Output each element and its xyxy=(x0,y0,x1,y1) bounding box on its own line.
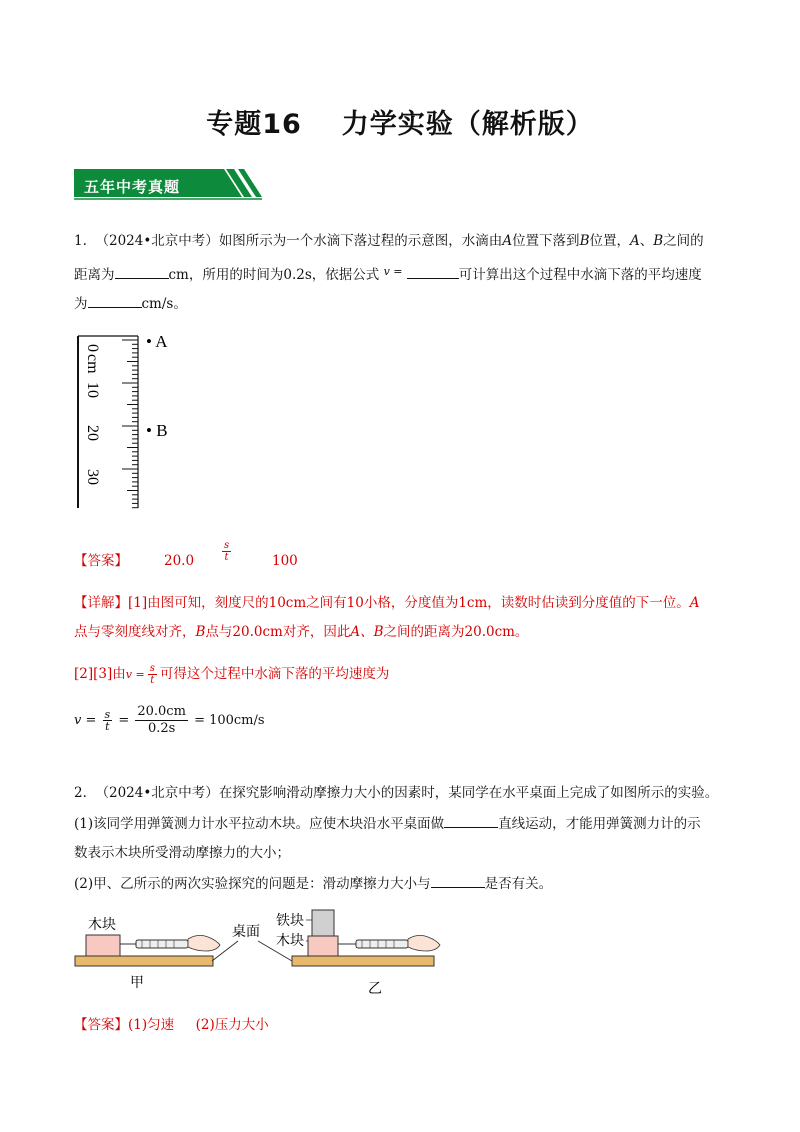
label-iron-block: 铁块 xyxy=(276,913,304,929)
q1-answer-row xyxy=(74,551,128,571)
droplet-label-a: • A xyxy=(146,332,168,351)
ruler-label-20: 20 xyxy=(84,425,101,441)
q2-source: （2024•北京中考） xyxy=(95,785,219,801)
title-subject: 力学实验（解析版） xyxy=(341,109,594,140)
ruler-label-0: 0 xyxy=(84,344,101,352)
iron-block xyxy=(312,910,334,936)
formula-f2-den: 0.2s xyxy=(147,721,176,736)
q1-source: （2024•北京中考） xyxy=(95,233,219,249)
spring-scale-right xyxy=(356,940,408,948)
formula-f2-num: 20.0cm xyxy=(137,704,186,719)
q1-text: 如图所示为一个水滴下落过程的示意图，水滴由 xyxy=(218,233,503,249)
detail-text-2end: 之间的距离为20.0cm。 xyxy=(383,624,529,640)
q1-text-end: 之间的 xyxy=(663,233,704,249)
q1-v-eq: v = xyxy=(383,265,403,278)
q1-line3-start: 为 xyxy=(74,296,88,312)
detail-fraction-num: s xyxy=(149,663,155,674)
q2-answer-2: (2)压力大小 xyxy=(195,1017,269,1033)
formula-f1-den: t xyxy=(105,720,110,733)
q1-text-mid2: 位置， xyxy=(589,233,630,249)
point-a-ref2: A xyxy=(629,233,640,249)
q2-number: 2. xyxy=(74,785,87,801)
fraction-num: s xyxy=(224,540,230,551)
q1-line2-start: 距离为 xyxy=(74,267,115,283)
detail-text-3end: 可得这个过程中水滴下落的平均速度为 xyxy=(159,666,390,682)
detail-text-2a: 点与零刻度线对齐， xyxy=(74,624,196,640)
q1-line3-unit: cm/s。 xyxy=(141,296,187,312)
answer-blank-2[interactable] xyxy=(407,264,459,279)
detail-point-a: A xyxy=(689,595,700,611)
desk-left xyxy=(75,956,213,966)
point-a-ref: A xyxy=(502,233,513,249)
answer-label: 【答案】 xyxy=(74,553,128,569)
section-banner-label: 五年中考真题 xyxy=(84,178,181,196)
hand-right xyxy=(408,935,440,951)
title-topic: 专题16 xyxy=(206,109,302,140)
formula-result: = 100cm/s xyxy=(194,713,265,728)
ruler-figure xyxy=(74,330,194,515)
formula-v: v = xyxy=(74,713,97,728)
q1-line2-end: 可计算出这个过程中水滴下落的平均速度 xyxy=(458,267,702,283)
q2-text-2start: (1)该同学用弹簧测力计水平拉动木块。应使木块沿水平桌面做 xyxy=(74,816,445,832)
q1-line2 xyxy=(74,262,702,285)
q1-answer-1: 20.0 xyxy=(164,553,195,569)
wood-block-right xyxy=(308,936,338,956)
desk-right xyxy=(292,956,434,966)
q2-line3: 数表示木块所受滑动摩擦力的大小； xyxy=(74,845,290,861)
q1-line2-unit: cm，所用的时间为0.2s，依据公式 xyxy=(168,267,380,283)
q2-text-4start: (2)甲、乙所示的两次实验探究的问题是：滑动摩擦力大小与 xyxy=(74,876,431,892)
answer-blank-3[interactable] xyxy=(88,293,142,308)
q1-text-mid: 位置下落到 xyxy=(512,233,580,249)
answer-blank-5[interactable] xyxy=(431,873,485,888)
q2-answer-1: (1)匀速 xyxy=(128,1017,175,1033)
q1-detail-line2 xyxy=(74,622,528,642)
label-desk: 桌面 xyxy=(232,924,260,940)
droplet-label-b: • B xyxy=(146,421,168,440)
point-b-ref2: B xyxy=(653,233,664,249)
detail-fraction-den: t xyxy=(150,675,155,686)
detail-fraction xyxy=(148,663,157,686)
q2-text-4end: 是否有关。 xyxy=(484,876,553,892)
q2-text-1: 在探究影响滑动摩擦力大小的因素时，某同学在水平桌面上完成了如图所示的实验。 xyxy=(218,785,719,801)
caption-yi: 乙 xyxy=(368,981,382,997)
caption-jia: 甲 xyxy=(130,975,144,991)
page-title xyxy=(0,102,800,141)
answer-blank-1[interactable] xyxy=(115,264,169,279)
formula-f1-num: s xyxy=(104,708,111,721)
spring-scale-left xyxy=(136,940,188,948)
detail-v-eq: v = xyxy=(125,668,145,681)
q1-answer-2-fraction xyxy=(222,540,231,563)
q2-text-2end: 直线运动，才能用弹簧测力计的示 xyxy=(498,816,701,832)
q1-detail-line1 xyxy=(74,593,700,613)
q1-number: 1. xyxy=(74,233,87,249)
q1-formula: v = $\frac{s}{t}$ = $\frac{20.0cm}{0.2s}$ = 100cm/s xyxy=(74,704,265,736)
ruler-label-10: 10 xyxy=(84,382,101,398)
q2-line1 xyxy=(74,783,718,803)
q1-detail-line3 xyxy=(74,663,389,686)
wood-block-left xyxy=(86,935,120,956)
ruler-unit-label: cm xyxy=(84,354,101,374)
detail-label: 【详解】 xyxy=(74,595,128,611)
answer-blank-4[interactable] xyxy=(444,813,498,828)
detail-points-ab: A、B xyxy=(350,624,384,640)
q2-line4 xyxy=(74,873,552,894)
label-wood-block-right: 木块 xyxy=(276,933,304,949)
q1-answer-2 xyxy=(222,540,231,563)
detail-point-b: B xyxy=(195,624,206,640)
ruler-label-30: 30 xyxy=(84,469,101,485)
hand-left xyxy=(188,935,220,951)
detail-text-2mid: 点与20.0cm对齐，因此 xyxy=(205,624,351,640)
q2-answer-label: 【答案】 xyxy=(74,1017,128,1033)
label-wood-block-left: 木块 xyxy=(88,917,116,933)
friction-experiment-figure xyxy=(70,905,450,997)
detail-text-3start: [2][3]由 xyxy=(74,666,126,682)
point-b-ref: B xyxy=(579,233,590,249)
q1-line3 xyxy=(74,293,187,314)
ruler-ticks xyxy=(122,340,138,508)
fraction-den: t xyxy=(224,552,229,563)
formula-fraction-1 xyxy=(103,709,113,732)
q1-answer-3: 100 xyxy=(272,553,298,569)
q2-line2 xyxy=(74,813,701,834)
q1-line1: 1. （2024•北京中考）如图所示为一个水滴下落过程的示意图，水滴由A位置下落到B位置，A、B之间的 xyxy=(74,233,704,249)
detail-text-1: [1]由图可知，刻度尺的10cm之间有10小格，分度值为1cm，读数时估读到分度值的下一位。 xyxy=(128,595,690,611)
q2-answer-row xyxy=(74,1015,269,1035)
formula-fraction-2 xyxy=(135,704,188,737)
